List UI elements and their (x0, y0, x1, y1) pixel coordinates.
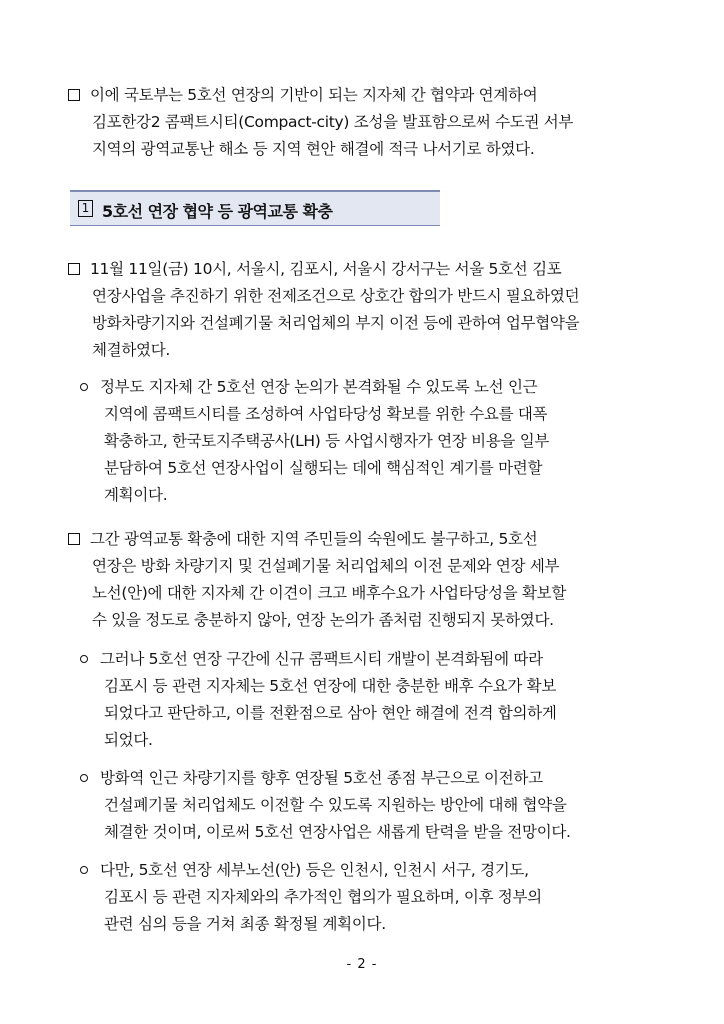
paragraph-1-line-4: 체결하였다. (92, 341, 170, 359)
intro-paragraph (68, 82, 658, 163)
paragraph-1-line-3: 방화차량기지와 건설폐기물 처리업체의 부지 이전 등에 관하여 업무협약을 (92, 314, 580, 332)
intro-line-3: 지역의 광역교통난 해소 등 지역 현안 해결에 적극 나서기로 하였다. (92, 140, 535, 158)
paragraph-2-line-2: 연장은 방화 차량기지 및 건설폐기물 처리업체의 이전 문제와 연장 세부 (92, 557, 560, 575)
bullet-4-line-1: 다만, 5호선 연장 세부노선(안) 등은 인천시, 인천시 서구, 경기도, (100, 861, 529, 879)
bullet-1-line-5: 계획이다. (104, 486, 168, 504)
bullet-3 (80, 765, 660, 846)
section-header (70, 190, 440, 226)
square-bullet-icon (68, 89, 80, 101)
square-bullet-icon (68, 263, 80, 275)
circle-bullet-icon (80, 383, 88, 391)
paragraph-2-line-3: 노선(안)에 대한 지자체 간 이견이 크고 배후수요가 사업타당성을 확보할 (92, 584, 567, 602)
bullet-4 (80, 857, 660, 938)
section-number: 1 (78, 200, 93, 217)
bullet-2 (80, 646, 660, 754)
bullet-2-line-3: 되었다고 판단하고, 이를 전환점으로 삼아 현안 해결에 전격 합의하게 (104, 704, 557, 722)
bullet-1 (80, 374, 660, 509)
bullet-2-line-4: 되었다. (104, 731, 153, 749)
circle-bullet-icon (80, 866, 88, 874)
bullet-3-line-2: 건설폐기물 처리업체도 이전할 수 있도록 지원하는 방안에 대해 협약을 (104, 796, 567, 814)
paragraph-1-line-2: 연장사업을 추진하기 위한 전제조건으로 상호간 합의가 반드시 필요하였던 (92, 287, 580, 305)
paragraph-1 (68, 256, 658, 364)
intro-line-1: 이에 국토부는 5호선 연장의 기반이 되는 지자체 간 협약과 연계하여 (90, 86, 538, 104)
section-title: 5호선 연장 협약 등 광역교통 확충 (102, 202, 333, 221)
bullet-1-line-2: 지역에 콤팩트시티를 조성하여 사업타당성 확보를 위한 수요를 대폭 (104, 405, 548, 423)
intro-line-2: 김포한강2 콤팩트시티(Compact-city) 조성을 발표함으로써 수도권 서부 (92, 113, 574, 131)
paragraph-2-line-4: 수 있을 정도로 충분하지 않아, 연장 논의가 좀처럼 진행되지 못하였다. (92, 611, 554, 629)
page-number: - 2 - (346, 957, 378, 972)
circle-bullet-icon (80, 655, 88, 663)
bullet-1-line-1: 정부도 지자체 간 5호선 연장 논의가 본격화될 수 있도록 노선 인근 (100, 378, 538, 396)
bullet-2-line-1: 그러나 5호선 연장 구간에 신규 콤팩트시티 개발이 본격화됨에 따라 (100, 650, 543, 668)
bullet-1-line-3: 확충하고, 한국토지주택공사(LH) 등 사업시행자가 연장 비용을 일부 (104, 432, 550, 450)
paragraph-2-line-1: 그간 광역교통 확충에 대한 지역 주민들의 숙원에도 불구하고, 5호선 (90, 530, 538, 548)
bullet-1-line-4: 분담하여 5호선 연장사업이 실행되는 데에 핵심적인 계기를 마련할 (104, 459, 543, 477)
paragraph-1-line-1: 11월 11일(금) 10시, 서울시, 김포시, 서울시 강서구는 서울 5호선 김포 (90, 260, 562, 278)
bullet-4-line-3: 관련 심의 등을 거쳐 최종 확정될 계획이다. (104, 915, 386, 933)
square-bullet-icon (68, 533, 80, 545)
circle-bullet-icon (80, 774, 88, 782)
bullet-2-line-2: 김포시 등 관련 지자체는 5호선 연장에 대한 충분한 배후 수요가 확보 (104, 677, 557, 695)
bullet-4-line-2: 김포시 등 관련 지자체와의 추가적인 협의가 필요하며, 이후 정부의 (104, 888, 542, 906)
bullet-3-line-3: 체결한 것이며, 이로써 5호선 연장사업은 새롭게 탄력을 받을 전망이다. (104, 823, 571, 841)
bullet-3-line-1: 방화역 인근 차량기지를 향후 연장될 5호선 종점 부근으로 이전하고 (100, 769, 543, 787)
paragraph-2 (68, 526, 658, 634)
